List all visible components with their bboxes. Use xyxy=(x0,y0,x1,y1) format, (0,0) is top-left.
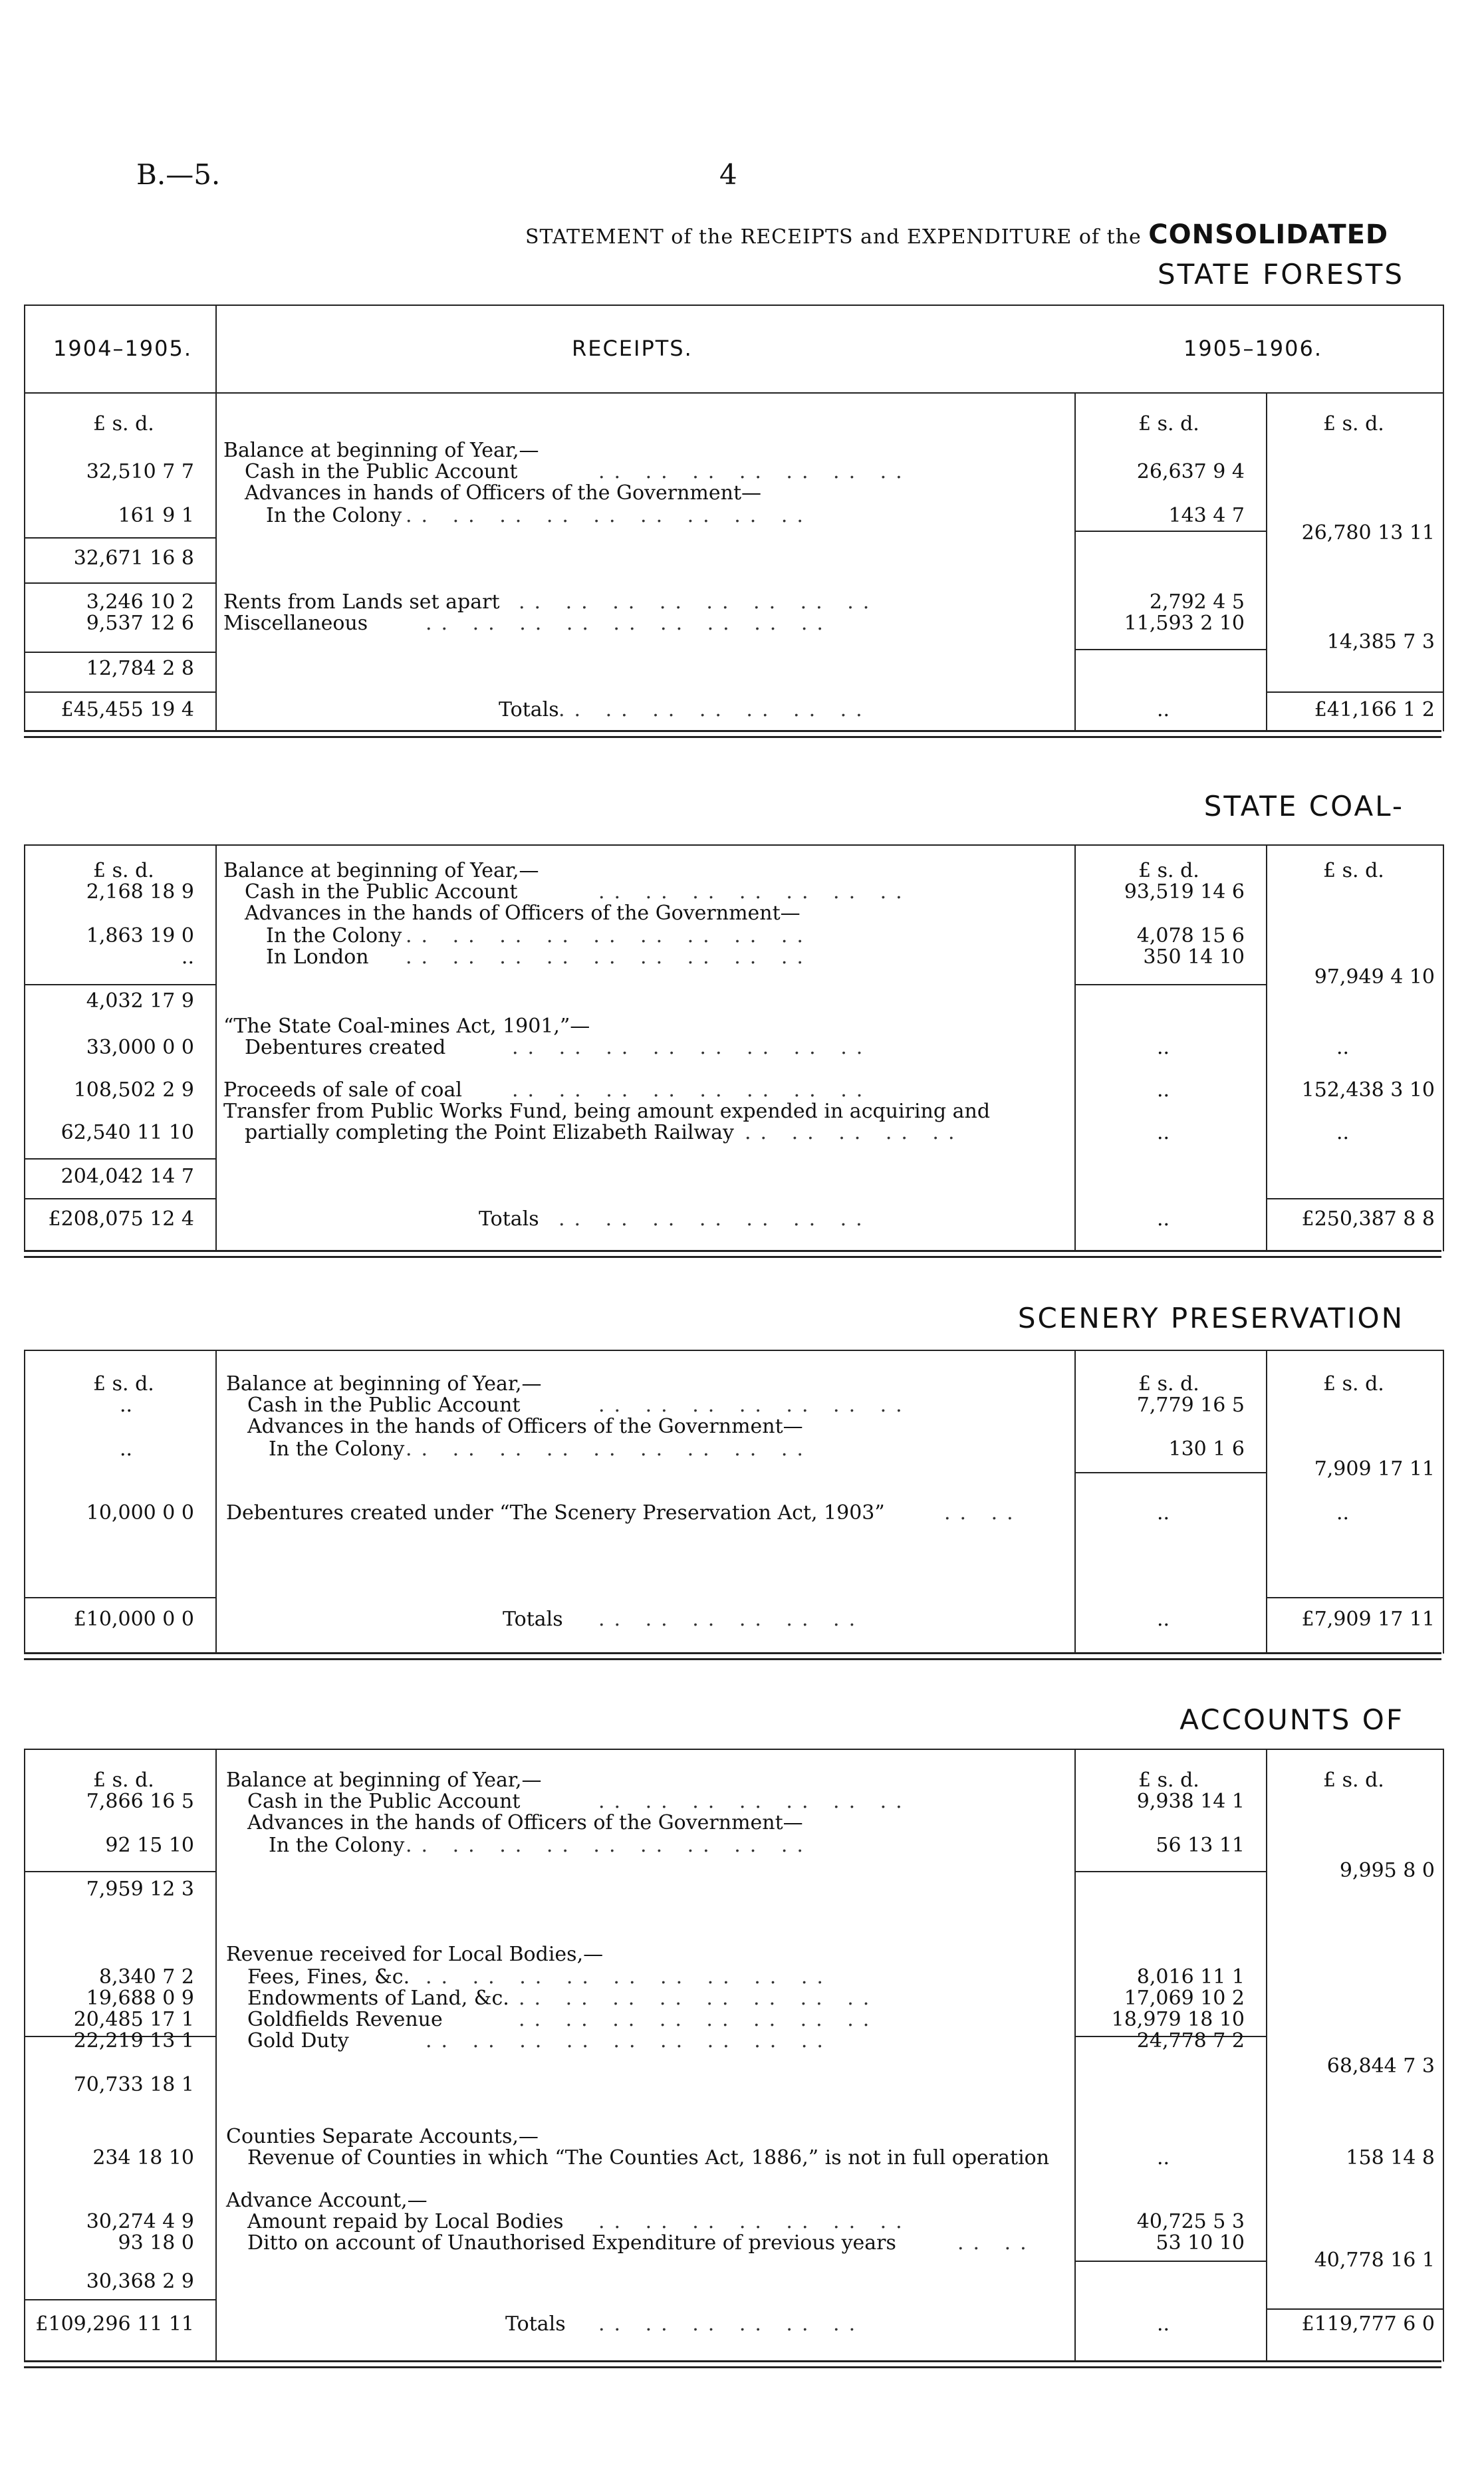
acc-fees-prev: 8,340 7 2 xyxy=(98,1965,194,1989)
sf-sub2-prev: 12,784 2 8 xyxy=(86,657,194,680)
sf-rents-curr: 2,792 4 5 xyxy=(1149,590,1245,614)
leader: .. .. xyxy=(957,2231,1036,2255)
acc-colony-curr: 56 13 11 xyxy=(1156,1834,1245,1857)
scenery-cash-label: Cash in the Public Account xyxy=(247,1394,521,1417)
acc-goldrev-label: Goldfields Revenue xyxy=(247,2008,443,2031)
coal-units-total: £ s. d. xyxy=(1323,859,1384,882)
sf-rents-prev: 3,246 10 2 xyxy=(86,590,194,614)
scenery-units-total: £ s. d. xyxy=(1323,1372,1384,1396)
page-number: 4 xyxy=(719,158,737,191)
leader: .. .. .. .. .. .. .. .. xyxy=(519,2008,879,2031)
sf-balance-head: Balance at beginning of Year,— xyxy=(223,439,539,462)
scenery-adv-head: Advances in the hands of Officers of the Government— xyxy=(247,1415,803,1438)
leader: .. .. .. .. .. .. .. xyxy=(558,1207,872,1231)
acc-endow-label: Endowments of Land, &c. xyxy=(247,1987,509,2010)
coal-totals-prev: £208,075 12 4 xyxy=(48,1207,194,1231)
coal-sale-prev: 108,502 2 9 xyxy=(73,1078,194,1102)
leader: .. .. .. .. .. .. .. xyxy=(598,2210,912,2233)
coal-london-prev: .. xyxy=(181,945,194,969)
leader: .. .. .. .. .. .. .. .. xyxy=(519,590,879,614)
sf-sub1-total: 26,780 13 11 xyxy=(1301,521,1435,545)
coal-deb-curr: .. xyxy=(1157,1036,1170,1059)
section-title-state-coal: STATE COAL- xyxy=(1203,790,1404,822)
page-code: B.—5. xyxy=(136,158,221,191)
scenery-deb-label: Debentures created under “The Scenery Preservation Act, 1903” xyxy=(226,1501,885,1525)
acc-repaid-prev: 30,274 4 9 xyxy=(86,2210,194,2233)
sf-colony-label: In the Colony xyxy=(266,504,402,527)
sf-totals-curr: £41,166 1 2 xyxy=(1314,698,1435,721)
acc-sub1-prev: 7,959 12 3 xyxy=(86,1878,194,1901)
acc-golduty-prev: 22,219 13 1 xyxy=(73,2029,194,2052)
acc-sub3-prev: 30,368 2 9 xyxy=(86,2270,194,2293)
acc-rev-head: Revenue received for Local Bodies,— xyxy=(226,1943,604,1966)
acc-colony-prev: 92 15 10 xyxy=(105,1834,194,1857)
col-receipts: RECEIPTS. xyxy=(572,336,693,361)
acc-balance-head: Balance at beginning of Year,— xyxy=(226,1769,542,1792)
leader: .. .. .. .. .. .. .. xyxy=(598,880,912,904)
units-prev: £ s. d. xyxy=(93,412,154,435)
acc-units-prev: £ s. d. xyxy=(93,1769,154,1792)
coal-colony-curr: 4,078 15 6 xyxy=(1136,924,1245,947)
leader: .. .. .. .. .. .. .. .. .. xyxy=(406,945,812,969)
section-title-accounts: ACCOUNTS OF xyxy=(1179,1703,1404,1736)
leader: .. .. .. .. .. .. .. xyxy=(558,698,872,721)
scenery-deb-curr: .. xyxy=(1157,1501,1170,1525)
sf-colony-curr: 143 4 7 xyxy=(1168,504,1245,527)
leader: .. .. .. .. .. .. .. .. xyxy=(519,1987,879,2010)
sf-sub2-total: 14,385 7 3 xyxy=(1326,630,1435,654)
acc-ditto-prev: 93 18 0 xyxy=(118,2231,194,2255)
leader: .. .. xyxy=(944,1501,1023,1525)
coal-totals-curr: .. xyxy=(1157,1207,1170,1231)
acc-counties-curr: .. xyxy=(1157,2146,1170,2169)
coal-adv-head: Advances in the hands of Officers of the Government— xyxy=(245,902,801,925)
sf-totals-label: Totals xyxy=(499,698,559,721)
col-1904-1905: 1904–1905. xyxy=(53,336,193,361)
coal-sale-curr: .. xyxy=(1157,1078,1170,1102)
sf-misc-prev: 9,537 12 6 xyxy=(86,612,194,635)
acc-adv-head: Advances in the hands of Officers of the Government— xyxy=(247,1811,803,1834)
scenery-deb-total: .. xyxy=(1336,1501,1350,1525)
coal-transfer-line1: Transfer from Public Works Fund, being amount expended in acquiring and xyxy=(223,1100,991,1123)
acc-endow-prev: 19,688 0 9 xyxy=(86,1987,194,2010)
section-title-scenery: SCENERY PRESERVATION xyxy=(1017,1302,1404,1334)
coal-cash-curr: 93,519 14 6 xyxy=(1124,880,1245,904)
coal-units-prev: £ s. d. xyxy=(93,859,154,882)
leader: .. .. .. .. .. .. .. .. .. xyxy=(426,2029,832,2052)
scenery-cash-curr: 7,779 16 5 xyxy=(1136,1394,1245,1417)
coal-sub2-prev: 204,042 14 7 xyxy=(61,1165,194,1188)
leader: .. .. .. .. .. .. .. xyxy=(598,1790,912,1813)
acc-totals-label: Totals xyxy=(505,2312,566,2336)
acc-units-curr: £ s. d. xyxy=(1138,1769,1199,1792)
leader: .. xyxy=(1157,698,1170,721)
scenery-cash-prev: .. xyxy=(120,1394,133,1417)
scenery-colony-prev: .. xyxy=(120,1437,133,1461)
coal-cash-label: Cash in the Public Account xyxy=(245,880,518,904)
acc-counties-total: 158 14 8 xyxy=(1346,2146,1435,2169)
acc-sub2-total: 68,844 7 3 xyxy=(1326,2054,1435,2078)
leader: .. .. .. .. .. .. .. .. .. xyxy=(406,924,812,947)
coal-deb-total: .. xyxy=(1336,1036,1350,1059)
col-1905-1906: 1905–1906. xyxy=(1183,336,1323,361)
sf-colony-prev: 161 9 1 xyxy=(118,504,194,527)
leader: .. .. .. .. .. .. .. xyxy=(598,460,912,483)
statement-heading xyxy=(525,219,1388,250)
acc-sub3-total: 40,778 16 1 xyxy=(1314,2249,1435,2272)
scenery-deb-prev: 10,000 0 0 xyxy=(86,1501,194,1525)
acc-goldrev-prev: 20,485 17 1 xyxy=(73,2008,194,2031)
coal-totals-label: Totals xyxy=(479,1207,539,1231)
acc-totals-total: £119,777 6 0 xyxy=(1301,2312,1435,2336)
coal-transfer-total: .. xyxy=(1336,1121,1350,1144)
scenery-balance-head: Balance at beginning of Year,— xyxy=(226,1372,542,1396)
acc-repaid-label: Amount repaid by Local Bodies xyxy=(247,2210,564,2233)
coal-colony-label: In the Colony xyxy=(266,924,402,947)
acc-golduty-curr: 24,778 7 2 xyxy=(1136,2029,1245,2052)
acc-repaid-curr: 40,725 5 3 xyxy=(1136,2210,1245,2233)
acc-fees-curr: 8,016 11 1 xyxy=(1136,1965,1245,1989)
coal-london-curr: 350 14 10 xyxy=(1143,945,1245,969)
sf-totals-prev: £45,455 19 4 xyxy=(61,698,194,721)
leader: .. .. .. .. .. .. .. .. .. xyxy=(426,1965,832,1989)
coal-deb-label: Debentures created xyxy=(245,1036,446,1059)
acc-sub1-total: 9,995 8 0 xyxy=(1339,1859,1435,1882)
coal-sale-total: 152,438 3 10 xyxy=(1301,1078,1435,1102)
coal-transfer-curr: .. xyxy=(1157,1121,1170,1144)
coal-transfer-prev: 62,540 11 10 xyxy=(61,1121,194,1144)
scenery-units-curr: £ s. d. xyxy=(1138,1372,1199,1396)
scenery-colony-label: In the Colony xyxy=(269,1437,405,1461)
coal-sub1-prev: 4,032 17 9 xyxy=(86,989,194,1013)
acc-golduty-label: Gold Duty xyxy=(247,2029,349,2052)
units-curr: £ s. d. xyxy=(1138,412,1199,435)
acc-totals-prev: £109,296 11 11 xyxy=(35,2312,194,2336)
acc-ditto-label: Ditto on account of Unauthorised Expenditure of previous years xyxy=(247,2231,896,2255)
sf-cash-curr: 26,637 9 4 xyxy=(1136,460,1245,483)
sf-cash-prev: 32,510 7 7 xyxy=(86,460,194,483)
section-title-state-forests: STATE FORESTS xyxy=(1158,258,1404,291)
coal-sale-label: Proceeds of sale of coal xyxy=(223,1078,462,1102)
sf-misc-label: Miscellaneous xyxy=(223,612,368,635)
acc-fees-label: Fees, Fines, &c. xyxy=(247,1965,410,1989)
sf-misc-curr: 11,593 2 10 xyxy=(1124,612,1245,635)
leader: .. .. .. .. .. .. .. .. .. xyxy=(406,1834,812,1857)
acc-counties-head: Counties Separate Accounts,— xyxy=(226,2125,539,2148)
scenery-totals-label: Totals xyxy=(503,1608,563,1631)
statement-bold: CONSOLIDATED xyxy=(1148,219,1389,250)
sf-cash-label: Cash in the Public Account xyxy=(245,460,518,483)
coal-colony-prev: 1,863 19 0 xyxy=(86,924,194,947)
coal-act-head: “The State Coal-mines Act, 1901,”— xyxy=(223,1015,590,1038)
scenery-totals-total: £7,909 17 11 xyxy=(1301,1608,1435,1631)
leader: .. .. .. .. .. .. .. .. xyxy=(512,1078,872,1102)
scenery-colony-curr: 130 1 6 xyxy=(1168,1437,1245,1461)
coal-transfer-line2: partially completing the Point Elizabeth Railway xyxy=(245,1121,734,1144)
acc-cash-prev: 7,866 16 5 xyxy=(86,1790,194,1813)
acc-advance-head: Advance Account,— xyxy=(226,2189,428,2212)
acc-endow-curr: 17,069 10 2 xyxy=(1124,1987,1245,2010)
coal-cash-prev: 2,168 18 9 xyxy=(86,880,194,904)
sf-adv-head: Advances in hands of Officers of the Government— xyxy=(245,481,761,505)
scenery-sub1-total: 7,909 17 11 xyxy=(1314,1457,1435,1481)
leader: .. .. .. .. .. .. .. .. xyxy=(512,1036,872,1059)
coal-sub1-total: 97,949 4 10 xyxy=(1314,965,1435,989)
acc-cash-label: Cash in the Public Account xyxy=(247,1790,521,1813)
leader: .. .. .. .. .. .. xyxy=(598,1608,865,1631)
sf-sub1-prev: 32,671 16 8 xyxy=(73,547,194,570)
acc-units-total: £ s. d. xyxy=(1323,1769,1384,1792)
leader: .. .. .. .. .. xyxy=(745,1121,964,1144)
scenery-totals-prev: £10,000 0 0 xyxy=(73,1608,194,1631)
acc-ditto-curr: 53 10 10 xyxy=(1156,2231,1245,2255)
acc-sub2-prev: 70,733 18 1 xyxy=(73,2073,194,2096)
leader: .. .. .. .. .. .. .. xyxy=(598,1394,912,1417)
acc-colony-label: In the Colony xyxy=(269,1834,405,1857)
acc-cash-curr: 9,938 14 1 xyxy=(1136,1790,1245,1813)
acc-counties-label: Revenue of Counties in which “The Counties Act, 1886,” is not in full operation xyxy=(247,2146,1050,2169)
scenery-units-prev: £ s. d. xyxy=(93,1372,154,1396)
leader: .. .. .. .. .. .. .. .. .. xyxy=(406,504,812,527)
acc-totals-curr: .. xyxy=(1157,2312,1170,2336)
coal-balance-head: Balance at beginning of Year,— xyxy=(223,859,539,882)
statement-prefix: STATEMENT of the RECEIPTS and EXPENDITURE of the xyxy=(525,225,1142,249)
scenery-totals-curr: .. xyxy=(1157,1608,1170,1631)
coal-units-curr: £ s. d. xyxy=(1138,859,1199,882)
coal-totals-total: £250,387 8 8 xyxy=(1301,1207,1435,1231)
acc-goldrev-curr: 18,979 18 10 xyxy=(1111,2008,1245,2031)
coal-london-label: In London xyxy=(266,945,369,969)
leader: .. .. .. .. .. .. .. .. .. xyxy=(426,612,832,635)
sf-rents-label: Rents from Lands set apart xyxy=(223,590,500,614)
acc-counties-prev: 234 18 10 xyxy=(92,2146,194,2169)
coal-deb-prev: 33,000 0 0 xyxy=(86,1036,194,1059)
units-total: £ s. d. xyxy=(1323,412,1384,435)
leader: .. .. .. .. .. .. .. .. .. xyxy=(406,1437,812,1461)
leader: .. .. .. .. .. .. xyxy=(598,2312,865,2336)
